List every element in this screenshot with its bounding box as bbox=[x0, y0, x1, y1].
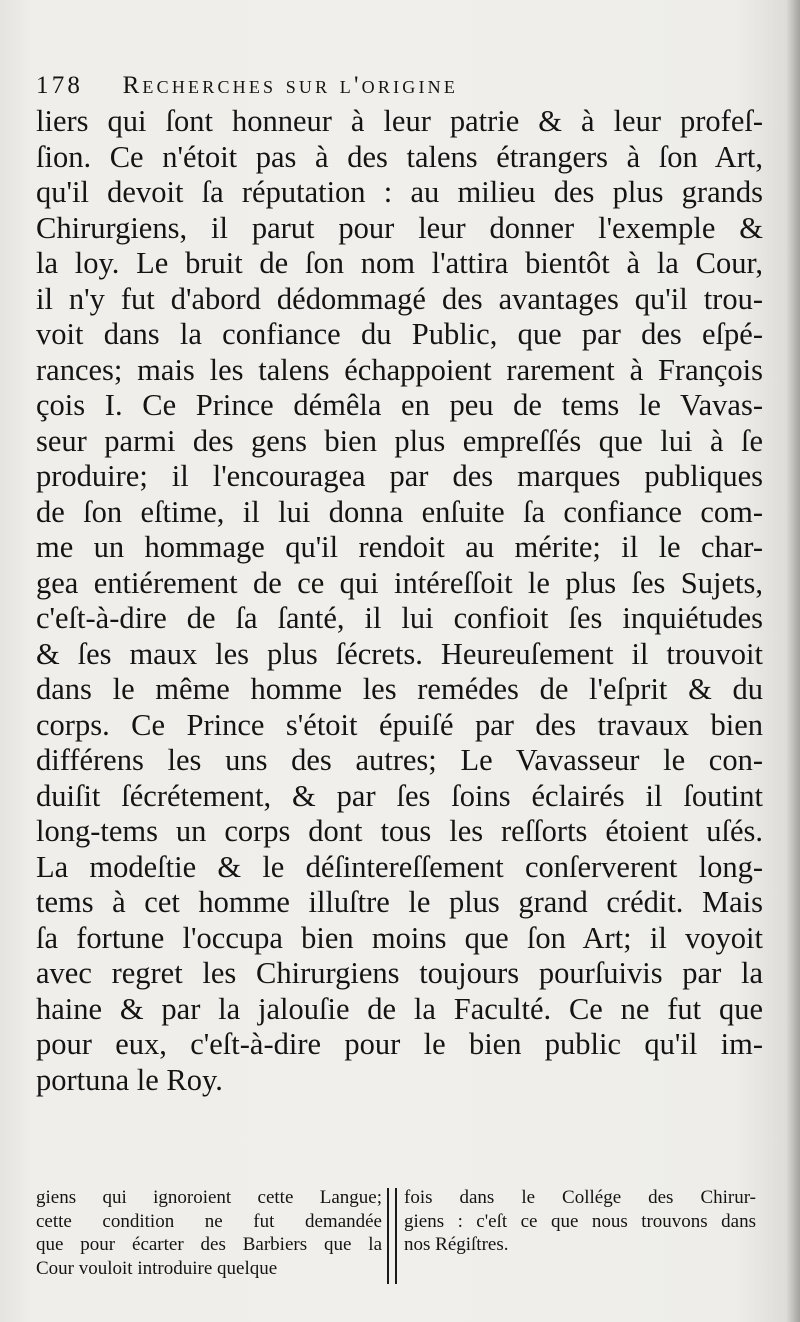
text-line: liers qui ſont honneur à leur patrie & à leur profeſ- bbox=[36, 104, 763, 138]
text-line: La modeſtie & le déſintereſſement conſerverent long- bbox=[36, 849, 763, 884]
text-line: Chirurgiens, il parut pour leur donner l'exemple & bbox=[36, 210, 763, 245]
text-line: çois I. Ce Prince démêla en peu de tems le Vavas- bbox=[36, 388, 763, 422]
text-line: produire; il l'encouragea par des marques publiques bbox=[36, 459, 763, 493]
text-line: voit dans la confiance du Public, que par des eſpé- bbox=[36, 317, 763, 351]
text-line: & ſes maux les plus ſécrets. Heureuſement il trouvoit bbox=[36, 636, 763, 671]
footnote-line: fois dans le Collége des Chirur- bbox=[404, 1187, 756, 1208]
text-line: avec regret les Chirurgiens toujours pourſuivis par la bbox=[36, 956, 763, 990]
text-line: la loy. Le bruit de ſon nom l'attira bientôt à la Cour, bbox=[36, 246, 763, 280]
running-title: Recherches sur l'origine bbox=[122, 72, 459, 99]
footnote-column-divider bbox=[387, 1188, 397, 1284]
text-line: haine & par la jalouſie de la Faculté. Ce ne fut que bbox=[36, 991, 763, 1026]
text-line: différens les uns des autres; Le Vavasseur le con- bbox=[36, 743, 763, 777]
text-line: il n'y fut d'abord dédommagé des avantages qu'il trou- bbox=[36, 281, 763, 316]
footnote-column-right bbox=[404, 1186, 756, 1257]
text-line: seur parmi des gens bien plus empreſſés que lui à ſe bbox=[36, 423, 763, 458]
running-head bbox=[36, 66, 756, 106]
main-text bbox=[36, 104, 763, 1098]
footnote-column-left bbox=[36, 1186, 382, 1280]
footnote-line: nos Régiſtres. bbox=[404, 1234, 509, 1255]
text-line: portuna le Roy. bbox=[36, 1062, 223, 1097]
text-line: duiſit ſécrétement, & par ſes ſoins éclairés il ſoutint bbox=[36, 778, 763, 813]
footnote-line: giens qui ignoroient cette Langue; bbox=[36, 1187, 382, 1208]
text-line: corps. Ce Prince s'étoit épuiſé par des travaux bien bbox=[36, 707, 763, 742]
footnote-line: Cour vouloit introduire quelque bbox=[36, 1257, 278, 1279]
text-line: dans le même homme les remédes de l'eſprit & du bbox=[36, 672, 763, 706]
text-line: long-tems un corps dont tous les reſſorts étoient uſés. bbox=[36, 814, 763, 848]
gutter-shadow bbox=[786, 0, 800, 1322]
text-line: qu'il devoit ſa réputation : au milieu des plus grands bbox=[36, 175, 763, 209]
text-line: ſa fortune l'occupa bien moins que ſon Art; il voyoit bbox=[36, 920, 763, 955]
footnotes bbox=[36, 1186, 763, 1286]
page-number: 178 bbox=[36, 72, 84, 99]
text-line: pour eux, c'eſt-à-dire pour le bien public qu'il im- bbox=[36, 1027, 763, 1061]
text-line: c'eſt-à-dire de ſa ſanté, il lui confioit ſes inquiétudes bbox=[36, 601, 763, 635]
text-line: ſion. Ce n'étoit pas à des talens étrangers à ſon Art, bbox=[36, 139, 763, 174]
text-line: me un hommage qu'il rendoit au mérite; il le char- bbox=[36, 530, 763, 564]
footnote-line: cette condition ne fut demandée bbox=[36, 1210, 382, 1232]
text-line: gea entiérement de ce qui intéreſſoit le plus ſes Sujets, bbox=[36, 565, 763, 600]
footnote-line: que pour écarter des Barbiers que la bbox=[36, 1234, 382, 1255]
text-line: rances; mais les talens échappoient rarement à François bbox=[36, 352, 763, 387]
text-line: tems à cet homme illuſtre le plus grand crédit. Mais bbox=[36, 885, 763, 919]
footnote-line: giens : c'eſt ce que nous trouvons dans bbox=[404, 1210, 756, 1232]
text-line: de ſon eſtime, il lui donna enſuite ſa confiance com- bbox=[36, 494, 763, 529]
